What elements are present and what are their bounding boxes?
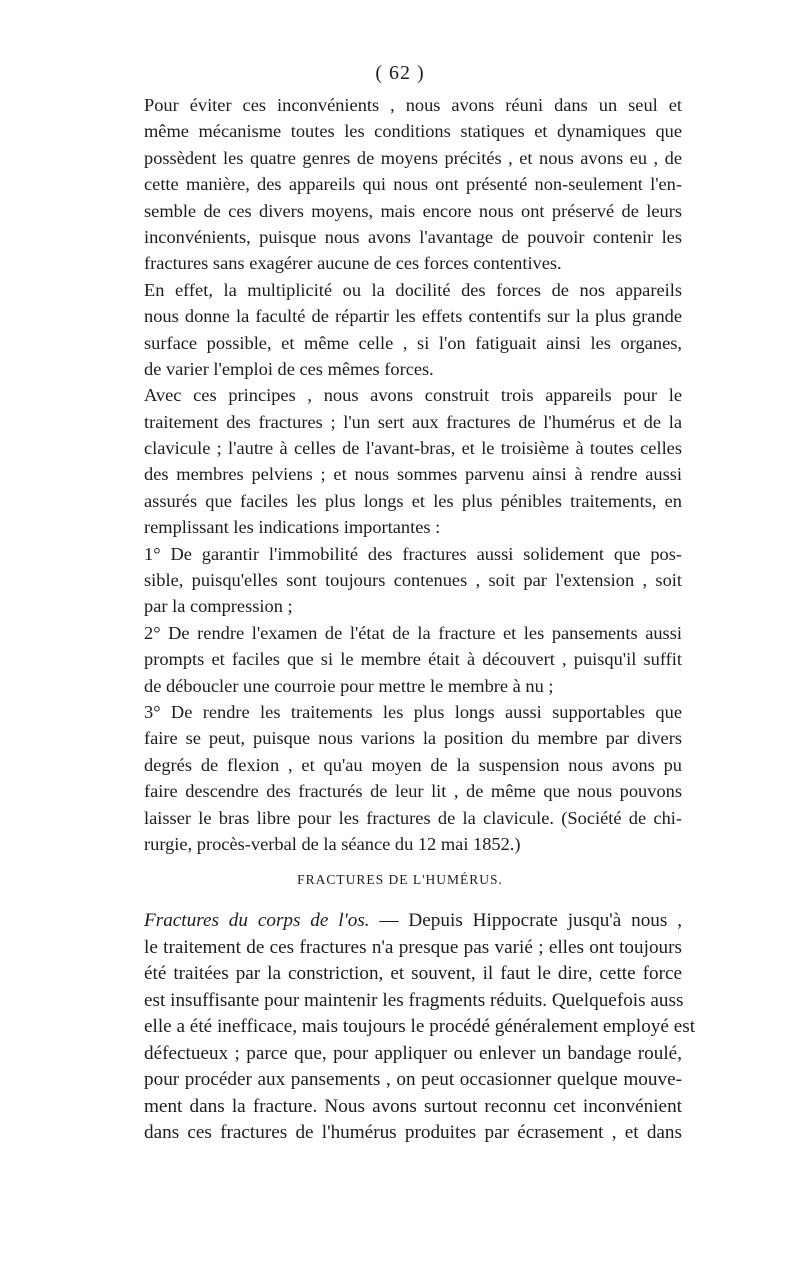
text-line: faire descendre des fracturés de leur lit , de même que nous pouvons [144,781,682,802]
section-lead: Fractures du corps de l'os. [144,910,370,931]
text-line: par la compression ; [144,596,293,617]
text-line: prompts et faciles que si le membre était à découvert , puisqu'il suffit [144,649,682,670]
text-line: Avec ces principes , nous avons construit trois appareils pour le [144,385,682,406]
text-line: degrés de flexion , et qu'au moyen de la suspension nous avons pu [144,754,682,775]
section-heading: FRACTURES DE L'HUMÉRUS. [297,872,503,887]
text-line: 3° De rendre les traitements les plus longs aussi supportables que [144,701,682,722]
text-line: défectueux ; parce que, pour appliquer ou enlever un bandage roulé, [144,1042,682,1064]
text-line: surface possible, et même celle , si l'on fatiguait ainsi les organes, [144,332,682,353]
text-line: des membres pelviens ; et nous sommes parvenu ainsi à rendre aussi [144,464,682,485]
text-line: sible, puisqu'elles sont toujours contenues , soit par l'extension , soit [144,570,682,591]
text-line: dans ces fractures de l'humérus produites par écrasement , et dans [144,1122,682,1143]
text-line: est insuffisante pour maintenir les fragments réduits. Quelquefois auss [144,989,684,1011]
text-line: même mécanisme toutes les conditions statiques et dynamiques que [144,121,682,142]
text-line: 1° De garantir l'immobilité des fractures aussi solidement que pos- [144,543,682,564]
text-line: traitement des fractures ; l'un sert aux fractures de l'humérus et de la [144,411,682,432]
text-line: faire se peut, puisque nous varions la position du membre par divers [144,728,682,749]
text-line: clavicule ; l'autre à celles de l'avant-bras, et le troisième à toutes celles [144,438,682,459]
text-line: pour procéder aux pansements , on peut occasionner quelque mouve- [144,1069,682,1090]
text-line: remplissant les indications importantes : [144,517,441,538]
text-line: assurés que faciles les plus longs et les plus pénibles traitements, en [144,490,682,511]
text-line: cette manière, des appareils qui nous ont présenté non-seulement l'en- [144,174,682,195]
text-line: ment dans la fracture. Nous avons surtout reconnu cet inconvénient [144,1095,682,1117]
text-line: inconvénients, puisque nous avons l'avantage de pouvoir contenir les [144,226,682,247]
text-line: été traitées par la constriction, et souvent, il faut le dire, cette force [144,963,682,984]
text-line: semble de ces divers moyens, mais encore nous ont préservé de leurs [144,200,682,221]
section-lead-continuation: — Depuis Hippocrate jusqu'à nous , [369,910,682,931]
body-text-top [144,92,682,857]
text-line: de déboucler une courroie pour mettre le membre à nu ; [144,675,554,696]
text-line: de varier l'emploi de ces mêmes forces. [144,358,434,379]
text-line: 2° De rendre l'examen de l'état de la fracture et les pansements aussi [144,622,682,643]
page-number: ( 62 ) [375,62,425,84]
text-line [144,908,682,935]
text-line: laisser le bras libre pour les fractures de la clavicule. (Société de chi- [144,807,682,828]
body-text-bottom [144,908,696,1147]
text-line: elle a été inefficace, mais toujours le procédé généralement employé est [144,1016,696,1037]
text-line: nous donne la faculté de répartir les effets contentifs sur la plus grande [144,306,682,327]
text-line: le traitement de ces fractures n'a presque pas varié ; elles ont toujours [144,936,682,958]
text-line: possèdent les quatre genres de moyens précités , et nous avons eu , de [144,147,682,168]
text-line: rurgie, procès-verbal de la séance du 12 mai 1852.) [144,833,521,854]
text-line: fractures sans exagérer aucune de ces forces contentives. [144,253,562,274]
text-line: En effet, la multiplicité ou la docilité des forces de nos appareils [144,279,682,300]
text-line: Pour éviter ces inconvénients , nous avons réuni dans un seul et [144,95,682,115]
